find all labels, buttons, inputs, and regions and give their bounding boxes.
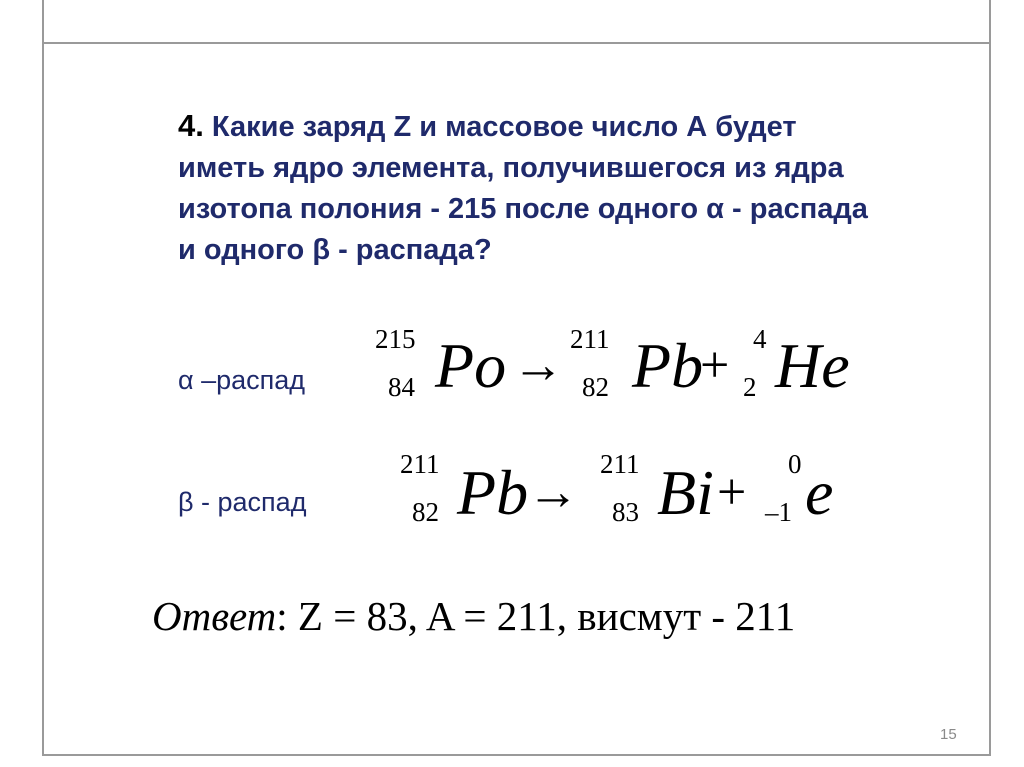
page-number: 15 — [940, 726, 957, 743]
question-line-3: изотопа полония - 215 после одного α - распада — [178, 193, 868, 225]
electron-charge-number: –1 — [765, 497, 792, 527]
question-line-1-text: Какие заряд Z и массовое число А будет — [211, 111, 797, 143]
pb-symbol: Pb — [632, 330, 704, 401]
answer-values: : Z = 83, A = 211, висмут - 211 — [276, 593, 796, 639]
question-number: 4. — [178, 108, 204, 143]
pb-charge-number: 82 — [582, 372, 609, 402]
he-charge-number: 2 — [743, 372, 757, 402]
bi-symbol: Bi — [657, 457, 714, 528]
alpha-arrow: → — [512, 337, 564, 394]
slide-left-frame — [0, 0, 44, 767]
po-symbol: Po — [435, 330, 507, 401]
he-symbol: He — [775, 330, 850, 401]
he-mass-number: 4 — [753, 324, 767, 354]
question-text — [178, 105, 1008, 271]
po-charge-number: 84 — [388, 372, 415, 402]
alpha-decay-equation — [370, 320, 870, 410]
bi-mass-number: 211 — [600, 449, 640, 479]
pb-beta-symbol: Pb — [457, 457, 529, 528]
beta-decay-equation — [395, 445, 855, 535]
bi-charge-number: 83 — [612, 497, 639, 527]
pb-beta-mass-number: 211 — [400, 449, 440, 479]
question-line-1 — [178, 105, 1008, 148]
answer-line — [152, 590, 795, 642]
answer-word: Ответ — [152, 593, 277, 639]
beta-arrow: → — [527, 464, 579, 521]
slide-bottom-frame — [42, 754, 991, 767]
po-mass-number: 215 — [375, 324, 416, 354]
alpha-decay-label: α –распад — [178, 365, 306, 395]
beta-plus: + — [717, 464, 747, 521]
beta-decay-label: β - распад — [178, 487, 307, 517]
electron-mass-number: 0 — [788, 449, 802, 479]
question-line-4: и одного β - распада? — [178, 234, 492, 266]
pb-beta-charge-number: 82 — [412, 497, 439, 527]
slide-top-frame — [42, 0, 991, 44]
alpha-plus: + — [700, 337, 730, 394]
electron-symbol: e — [805, 457, 834, 528]
question-line-2: иметь ядро элемента, получившегося из ядра — [178, 152, 844, 184]
pb-mass-number: 211 — [570, 324, 610, 354]
